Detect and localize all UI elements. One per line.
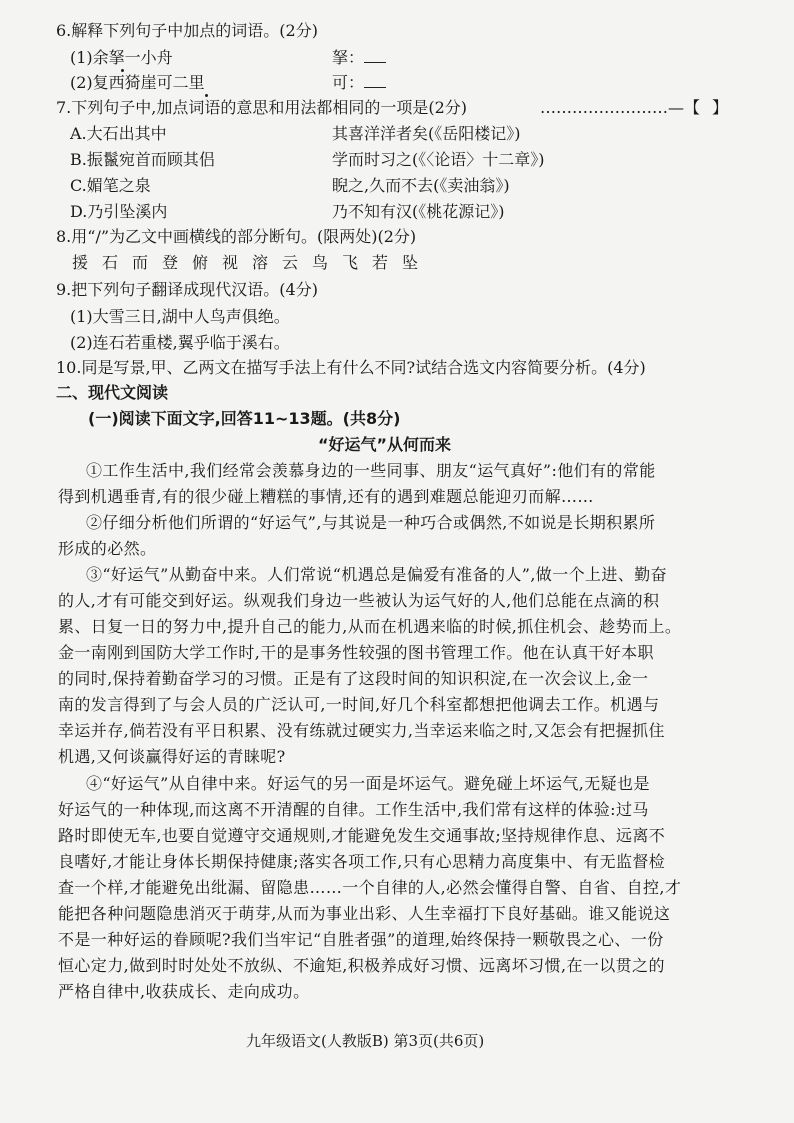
q7-stem: 7.下列句子中,加点词语的意思和用法都相同的一项是(2分) [56,98,468,117]
article-line: 累、日复一日的努力中,提升自己的能力,从而在机遇来临的时候,抓住机会、趁势而上。 [58,617,682,636]
q9-item-1: (1)大雪三日,湖中人鸟声俱绝。 [70,307,290,326]
q6-item-1-blank[interactable] [364,48,386,63]
q8-chars: 援石而登俯视溶云鸟飞若坠 [72,253,433,272]
q10-stem: 10.同是写景,甲、乙两文在描写手法上有什么不同?试结合选文内容简要分析。(4分) [56,358,646,377]
article-line: ④“好运气”从自律中来。好运气的另一面是坏运气。避免碰上坏运气,无疑也是 [86,774,650,793]
article-line: ①工作生活中,我们经常会羡慕身边的一些同事、朋友“运气真好”:他们有的常能 [86,461,656,480]
article-line: 能把各种问题隐患消灭于萌芽,从而为事业出彩、人生幸福打下良好基础。谁又能说这 [58,904,671,923]
q6-item-2-blank[interactable] [364,73,386,88]
q6-item-2-sentence: (2)复西猗崖可二里 [70,73,205,92]
article-line: ②仔细分析他们所谓的“好运气”,与其说是一种巧合或偶然,不如说是长期积累所 [86,513,656,532]
article-line: 南的发言得到了与会人员的广泛认可,一时间,好几个科室都想把他调去工作。机遇与 [58,695,660,714]
q9-stem: 9.把下列句子翻译成现代汉语。(4分) [56,280,318,299]
q7-option-b-left: B.振鬣宛首而顾其侣 [70,150,215,169]
article-line: 的同时,保持着勤奋学习的习惯。正是有了这段时间的知识积淀,在一次会议上,金一 [58,669,649,688]
page-footer: 九年级语文(人教版B) 第3页(共6页) [246,1032,485,1050]
article-line: 形成的必然。 [58,539,157,558]
q6-item-1-sentence: (1)余拏一小舟 [70,48,173,67]
article-line: 金一南刚到国防大学工作时,干的是事务性较强的图书管理工作。他在认真干好本职 [58,643,654,662]
q6-item-2-label [332,72,386,94]
article-line: 好运气的一种体现,而这离不开清醒的自律。工作生活中,我们常有这样的体验:过马 [58,800,649,819]
article-line: 严格自律中,收获成长、走向成功。 [58,982,310,1001]
q8-stem: 8.用“/”为乙文中画横线的部分断句。(限两处)(2分) [56,227,417,246]
article-line: 良嗜好,才能让身体长期保持健康;落实各项工作,只有心思精力高度集中、有无监督检 [58,852,666,871]
section2-heading: 二、现代文阅读 [56,383,169,402]
article-line: 机遇,又何谈赢得好运的青睐呢? [58,747,286,766]
q7-option-c-right: 睨之,久而不去(《卖油翁》) [332,176,510,195]
q6-item-1-answer-label: 拏： [332,48,365,67]
q7-option-a-right: 其喜洋洋者矣(《岳阳楼记》) [332,124,521,143]
q6-item-1-label [332,47,386,69]
article-line: 路时即使无车,也要自觉遵守交通规则,才能避免发生交通事故;坚持规律作息、远离不 [58,826,666,845]
article-line: 的人,才有可能交到好运。纵观我们身边一些被认为运气好的人,他们总能在点滴的积 [58,591,660,610]
article-line: 不是一种好运的眷顾呢?我们当牢记“自胜者强”的道理,始终保持一颗敬畏之心、一份 [58,930,664,949]
q7-option-d-left: D.乃引坠溪内 [70,202,168,221]
article-line: 幸运并存,倘若没有平日积累、没有练就过硬实力,当幸运来临之时,又怎会有把握抓住 [58,721,665,740]
q7-bracket-close: 】 [712,98,729,117]
article-line: ③“好运气”从勤奋中来。人们常说“机遇总是偏爱有准备的人”,做一个上进、勤奋 [86,565,668,584]
article-line: 查一个样,才能避免出纰漏、留隐患……一个自律的人,必然会懂得自警、自省、自控,才 [58,878,682,897]
article-title: “好运气”从何而来 [318,435,452,454]
q7-option-c-left: C.媚笔之泉 [70,176,151,195]
emphasis-dot [121,69,124,72]
section2-sub: (一)阅读下面文字,回答11~13题。(共8分) [88,409,401,428]
q6-item-2-answer-label: 可： [332,73,365,92]
q9-item-2: (2)连石若重楼,翼乎临于溪右。 [70,333,290,352]
article-line: 得到机遇垂青,有的很少碰上糟糕的事情,还有的遇到难题总能迎刃而解…… [58,487,594,506]
q7-option-a-left: A.大石出其中 [70,124,167,143]
q6-stem: 6.解释下列句子中加点的词语。(2分) [56,21,318,40]
article-line: 恒心定力,做到时时处处不放纵、不逾矩,积极养成好习惯、远离坏习惯,在一以贯之的 [58,956,665,975]
q7-option-b-right: 学而时习之(《〈论语〉十二章》) [332,150,545,169]
q7-leader: ……………………—【 [540,98,701,117]
q7-option-d-right: 乃不知有汉(《桃花源记》) [332,202,505,221]
